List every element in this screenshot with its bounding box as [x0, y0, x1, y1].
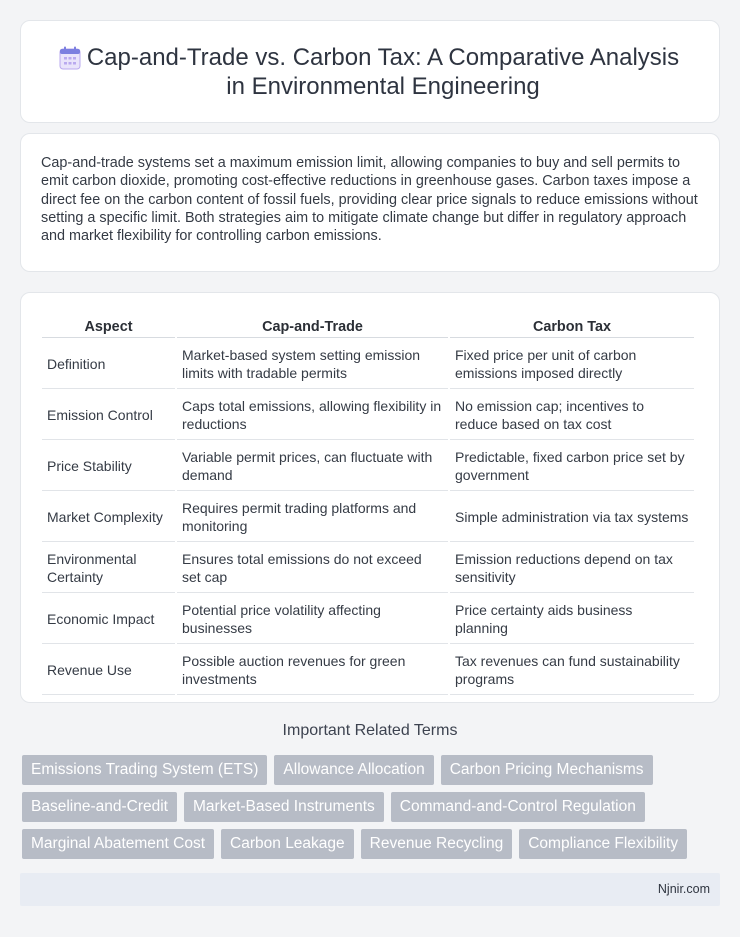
- header-card: [20, 20, 720, 123]
- table-row: [42, 646, 694, 695]
- header-carbon-tax: Carbon Tax: [450, 315, 694, 338]
- term-tag[interactable]: Revenue Recycling: [361, 829, 513, 859]
- aspect-cell: Emission Control: [42, 391, 175, 440]
- term-row: [22, 829, 722, 859]
- intro-card: [20, 133, 720, 272]
- header-aspect: Aspect: [42, 315, 175, 338]
- carbon-tax-cell: No emission cap; incentives to reduce based on tax cost: [450, 391, 694, 440]
- term-tag[interactable]: Market-Based Instruments: [184, 792, 384, 822]
- carbon-tax-cell: Simple administration via tax systems: [450, 493, 694, 542]
- aspect-cell: Market Complexity: [42, 493, 175, 542]
- carbon-tax-cell: Fixed price per unit of carbon emissions imposed directly: [450, 340, 694, 389]
- header-cap-and-trade: Cap-and-Trade: [177, 315, 448, 338]
- table-row: [42, 391, 694, 440]
- term-tag[interactable]: Carbon Leakage: [221, 829, 354, 859]
- table-row: [42, 493, 694, 542]
- footer-bar: [20, 873, 720, 906]
- carbon-tax-cell: Predictable, fixed carbon price set by government: [450, 442, 694, 491]
- related-terms-list: [22, 755, 722, 866]
- term-tag[interactable]: Marginal Abatement Cost: [22, 829, 214, 859]
- term-tag[interactable]: Carbon Pricing Mechanisms: [441, 755, 653, 785]
- table-row: [42, 544, 694, 593]
- table-row: [42, 340, 694, 389]
- term-tag[interactable]: Command-and-Control Regulation: [391, 792, 645, 822]
- carbon-tax-cell: Emission reductions depend on tax sensitivity: [450, 544, 694, 593]
- footer-site-name[interactable]: Njnir.com: [657, 882, 710, 896]
- term-tag[interactable]: Allowance Allocation: [274, 755, 433, 785]
- term-tag[interactable]: Emissions Trading System (ETS): [22, 755, 267, 785]
- cap-and-trade-cell: Possible auction revenues for green investments: [177, 646, 448, 695]
- table-header-row: [42, 315, 694, 338]
- aspect-cell: Definition: [42, 340, 175, 389]
- aspect-cell: Revenue Use: [42, 646, 175, 695]
- table-row: [42, 595, 694, 644]
- cap-and-trade-cell: Variable permit prices, can fluctuate with demand: [177, 442, 448, 491]
- table-row: [42, 442, 694, 491]
- page-title: Cap-and-Trade vs. Carbon Tax: A Comparative Analysis in Environmental Engineering: [86, 43, 680, 100]
- cap-and-trade-cell: Requires permit trading platforms and monitoring: [177, 493, 448, 542]
- term-tag[interactable]: Baseline-and-Credit: [22, 792, 177, 822]
- comparison-table: [40, 313, 696, 697]
- comparison-table-card: [20, 292, 720, 703]
- aspect-cell: Price Stability: [42, 442, 175, 491]
- carbon-tax-cell: Price certainty aids business planning: [450, 595, 694, 644]
- intro-paragraph: Cap-and-trade systems set a maximum emission limit, allowing companies to buy and sell permits to emit carbon dioxide, promoting cost-effective reductions in greenhouse gases. Carbon taxes impose a direct fee on the carbon content of fossil fuels, providing clear price signals to reduce emissions without setting a specific limit. Both strategies aim to mitigate climate change but differ in regulatory approach and market flexibility for controlling carbon emissions.: [41, 155, 698, 245]
- carbon-tax-cell: Tax revenues can fund sustainability programs: [450, 646, 694, 695]
- aspect-cell: Environmental Certainty: [42, 544, 175, 593]
- aspect-cell: Economic Impact: [42, 595, 175, 644]
- cap-and-trade-cell: Potential price volatility affecting businesses: [177, 595, 448, 644]
- cap-and-trade-cell: Caps total emissions, allowing flexibility in reductions: [177, 391, 448, 440]
- term-row: [22, 755, 722, 785]
- cap-and-trade-cell: Ensures total emissions do not exceed set cap: [177, 544, 448, 593]
- cap-and-trade-cell: Market-based system setting emission limits with tradable permits: [177, 340, 448, 389]
- related-terms-heading: Important Related Terms: [282, 722, 458, 739]
- term-tag[interactable]: Compliance Flexibility: [519, 829, 687, 859]
- term-row: [22, 792, 722, 822]
